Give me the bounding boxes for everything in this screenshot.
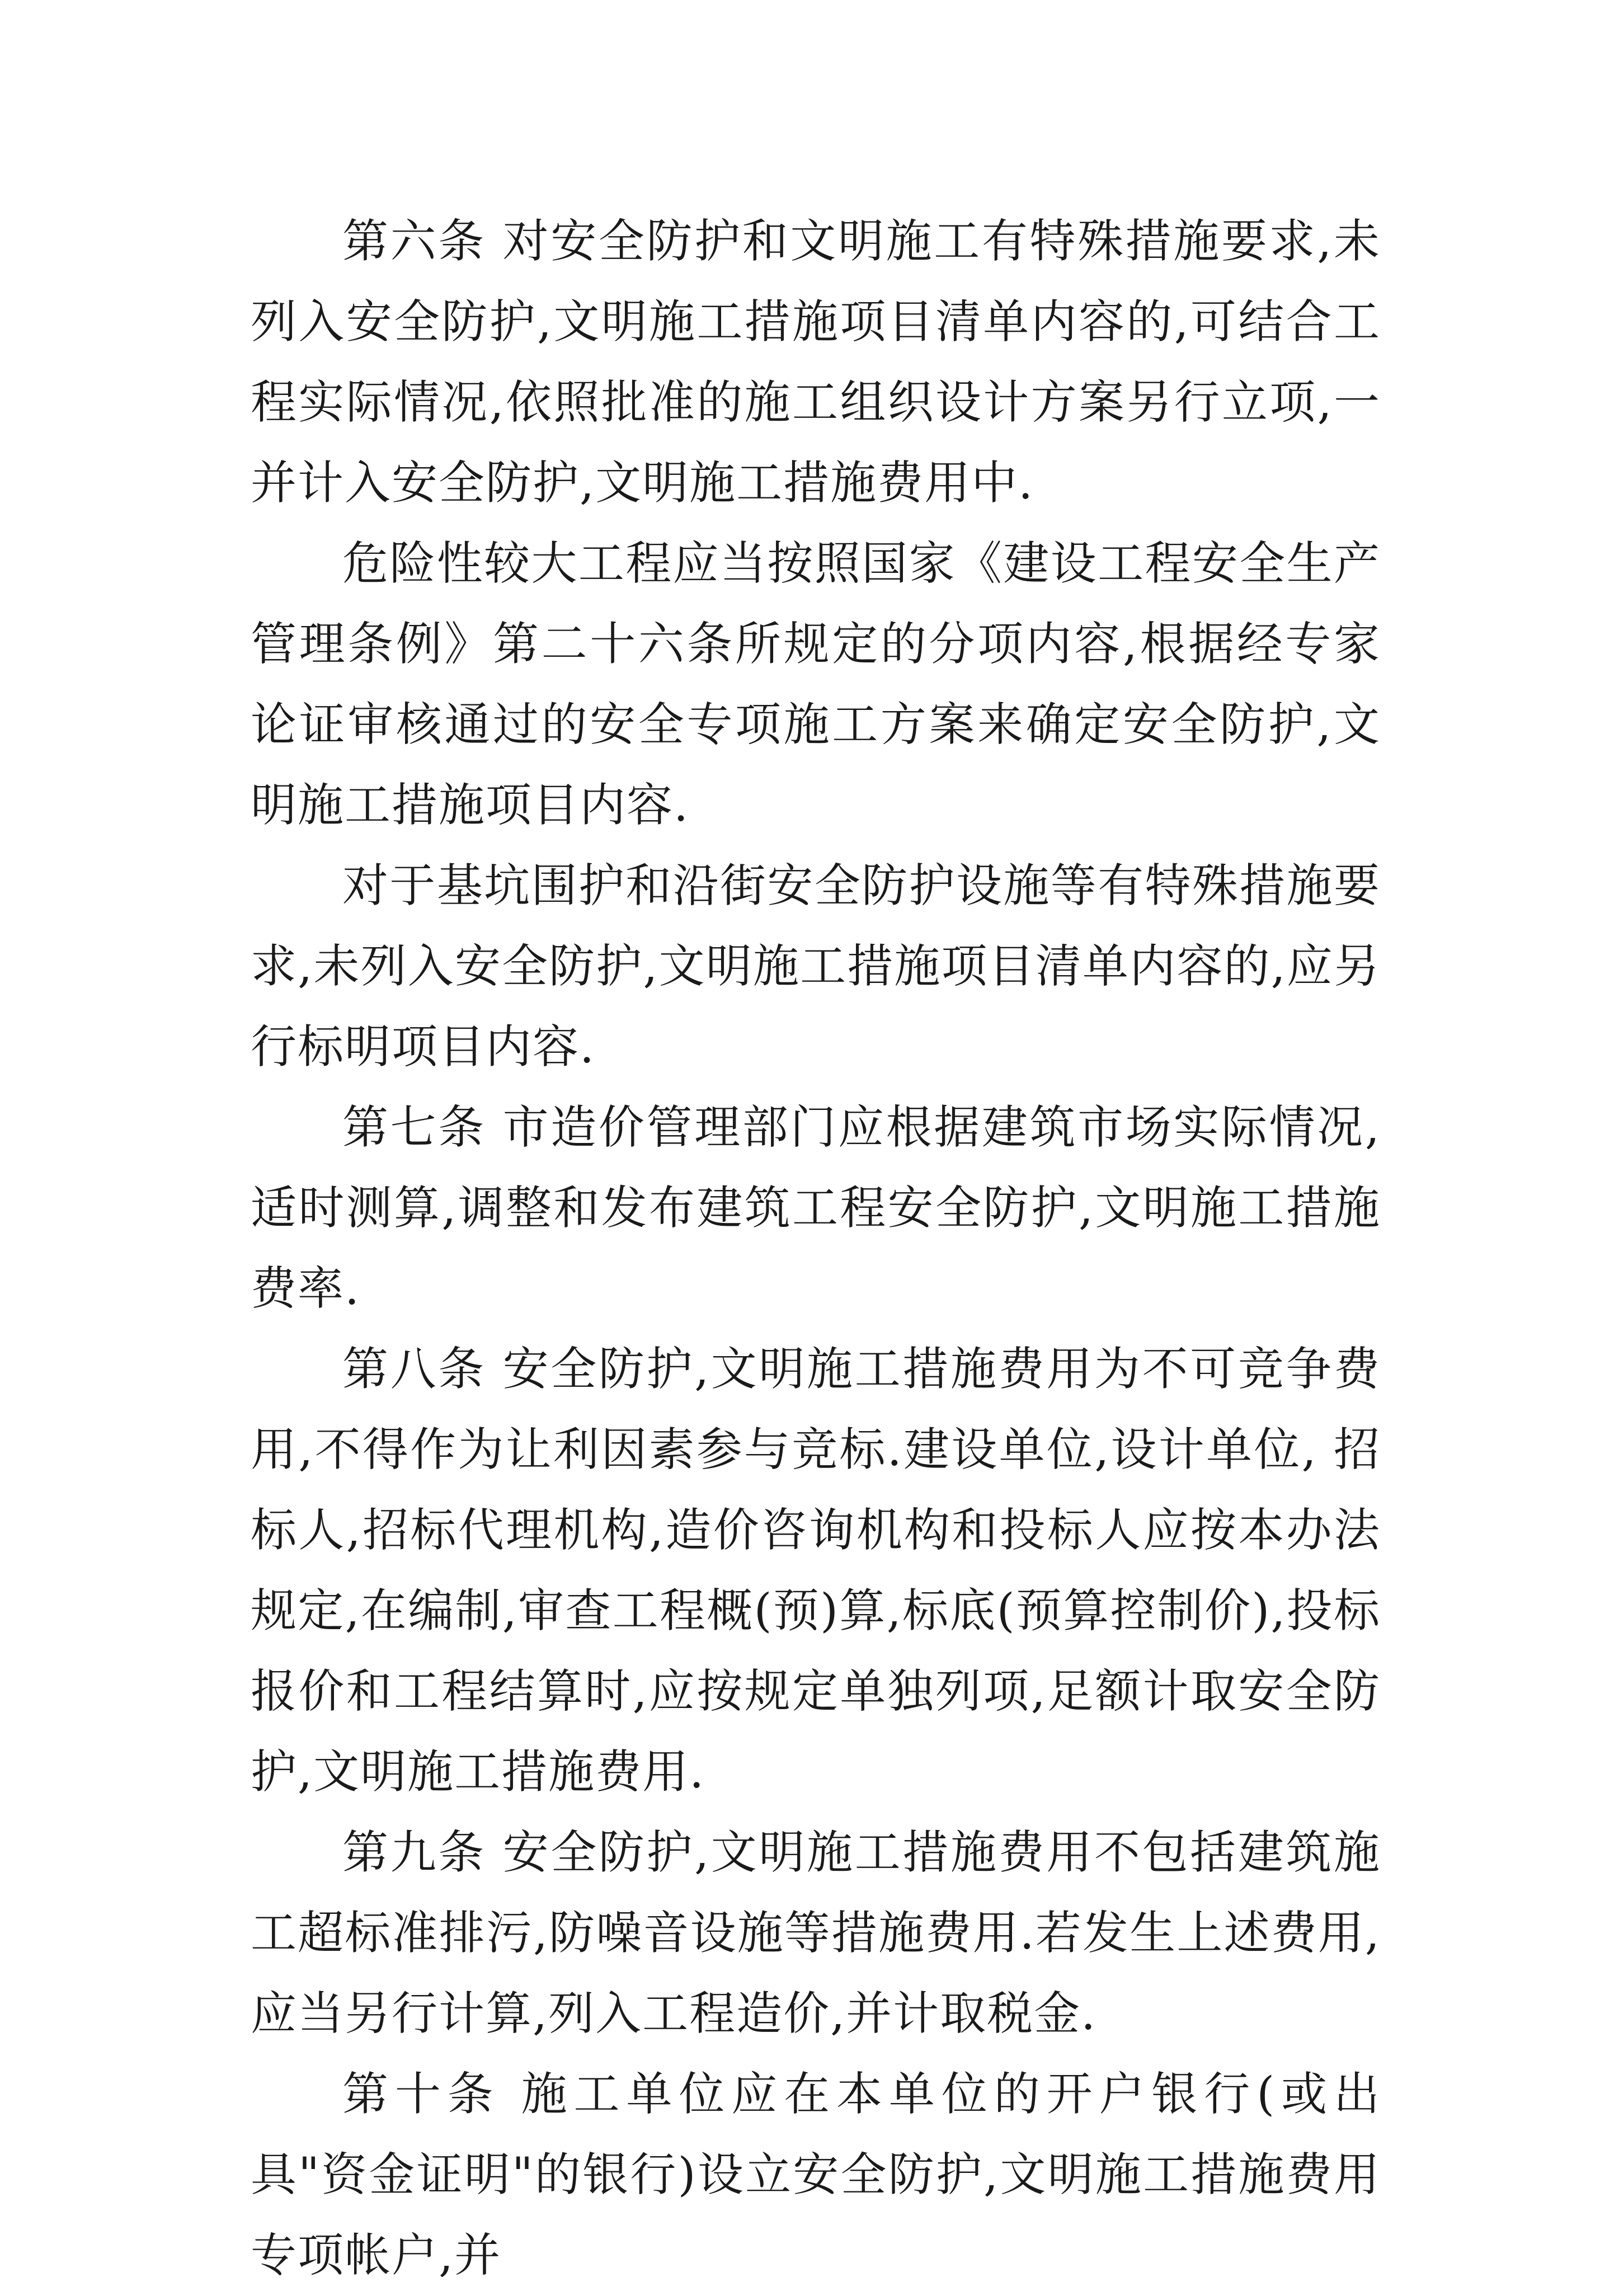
paragraph-foundation-pit: 对于基坑围护和沿街安全防护设施等有特殊措施要求,未列入安全防护,文明施工措施项目清单内容的,应另行标明项目内容. bbox=[251, 859, 1381, 1074]
paragraph-article-9: 第九条 安全防护,文明施工措施费用不包括建筑施工超标准排污,防噪音设施等措施费用.若发生上述费用,应当另行计算,列入工程造价,并计取税金. bbox=[251, 1826, 1381, 2040]
document-body bbox=[251, 201, 1381, 2296]
paragraph-article-10: 第十条 施工单位应在本单位的开户银行(或出具"资金证明"的银行)设立安全防护,文明施工措施费用专项帐户,并 bbox=[251, 2068, 1381, 2282]
paragraph-article-6: 第六条 对安全防护和文明施工有特殊措施要求,未列入安全防护,文明施工措施项目清单内容的,可结合工程实际情况,依照批准的施工组织设计方案另行立项,一并计入安全防护,文明施工措施费用中. bbox=[251, 215, 1381, 510]
paragraph-article-8: 第八条 安全防护,文明施工措施费用为不可竞争费用,不得作为让利因素参与竞标.建设单位,设计单位, 招标人,招标代理机构,造价咨询机构和投标人应按本办法规定,在编制,审查工程概(预)算,标底(预算控制价),投标报价和工程结算时,应按规定单独列项,足额计取安全防护,文明施工措施费用. bbox=[251, 1343, 1381, 1799]
paragraph-hazardous-works: 危险性较大工程应当按照国家《建设工程安全生产管理条例》第二十六条所规定的分项内容,根据经专家论证审核通过的安全专项施工方案来确定安全防护,文明施工措施项目内容. bbox=[251, 537, 1381, 832]
paragraph-article-7: 第七条 市造价管理部门应根据建筑市场实际情况,适时测算,调整和发布建筑工程安全防护,文明施工措施费率. bbox=[251, 1101, 1381, 1315]
